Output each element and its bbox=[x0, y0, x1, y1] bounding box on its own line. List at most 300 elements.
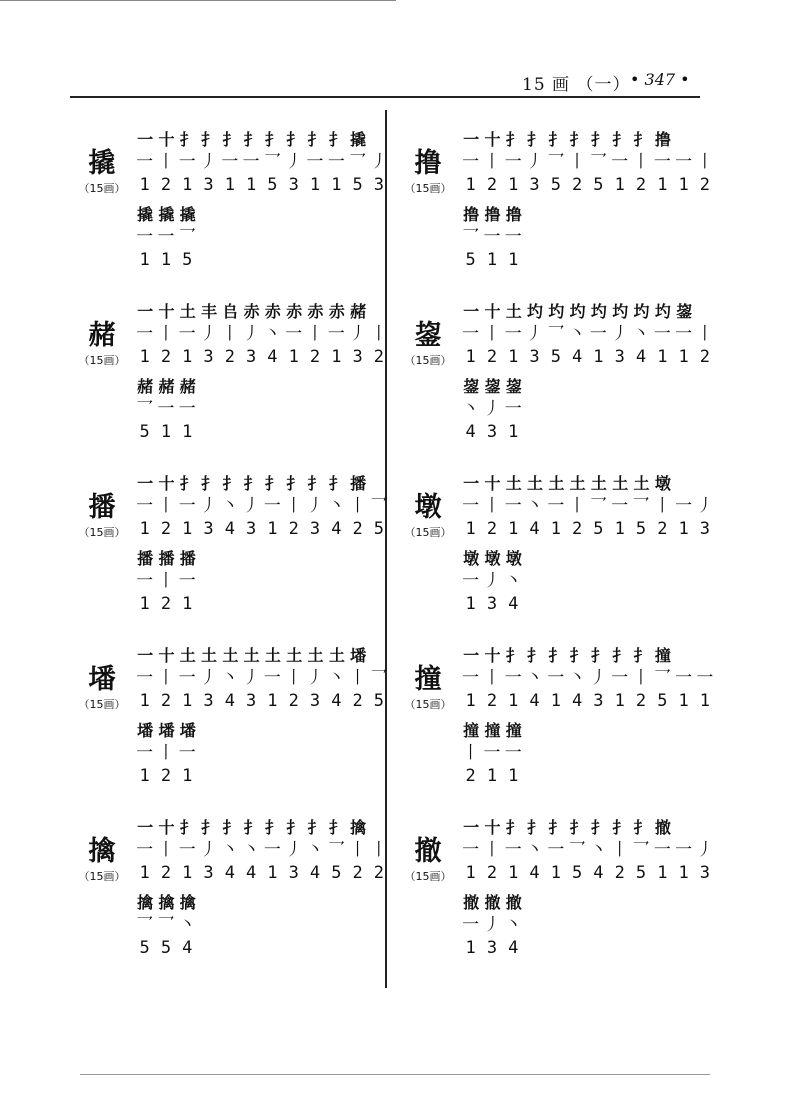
stroke-number: 3 bbox=[529, 347, 540, 367]
stroke-number: 2 bbox=[699, 347, 711, 367]
stroke-shape: 一 bbox=[306, 152, 324, 172]
stroke-number: 1 bbox=[224, 175, 235, 195]
partial-character: 扌 bbox=[612, 130, 628, 149]
stroke-number: 4 bbox=[224, 519, 235, 539]
stroke-shape-row bbox=[134, 667, 390, 690]
stroke-shape: 一 bbox=[178, 399, 196, 419]
partial-character: 扌 bbox=[243, 818, 259, 837]
stroke-number: 1 bbox=[508, 422, 519, 442]
partial-character: 擒 bbox=[158, 893, 174, 912]
stroke-order-sequence bbox=[134, 644, 390, 788]
stroke-shape: 丨 bbox=[483, 324, 501, 344]
stroke-shape: 丿 bbox=[483, 399, 501, 419]
stroke-number: 1 bbox=[331, 347, 342, 367]
stroke-number: 2 bbox=[635, 175, 647, 195]
stroke-shape: 一 bbox=[178, 152, 196, 172]
stroke-progression-row bbox=[460, 300, 716, 323]
stroke-shape: 丶 bbox=[242, 840, 260, 860]
entry-head bbox=[398, 664, 458, 712]
stroke-shape: 丶 bbox=[327, 668, 345, 688]
stroke-shape: 乛 bbox=[568, 840, 586, 860]
stroke-progression-row bbox=[460, 375, 716, 398]
partial-character: 扌 bbox=[527, 818, 543, 837]
stroke-number: 5 bbox=[160, 938, 172, 958]
stroke-progression-row bbox=[460, 547, 716, 570]
partial-character: 土 bbox=[505, 302, 521, 321]
stroke-number: 4 bbox=[529, 519, 540, 539]
stroke-shape: 一 bbox=[136, 743, 154, 763]
stroke-number: 4 bbox=[309, 863, 321, 883]
stroke-progression-row bbox=[460, 128, 716, 151]
partial-character: 赤 bbox=[286, 302, 302, 321]
stroke-number: 3 bbox=[203, 863, 214, 883]
stroke-number: 4 bbox=[508, 594, 519, 614]
stroke-number: 3 bbox=[246, 519, 257, 539]
entry-head bbox=[398, 148, 458, 196]
stroke-shape-row bbox=[460, 742, 716, 765]
stroke-number: 1 bbox=[678, 691, 689, 711]
character-entry bbox=[398, 472, 714, 642]
stroke-shape-row bbox=[134, 570, 390, 593]
stroke-number: 1 bbox=[160, 422, 172, 442]
partial-character: 十 bbox=[158, 818, 174, 837]
stroke-progression-row bbox=[460, 719, 716, 742]
partial-character: 撸 bbox=[484, 205, 500, 224]
character-entry bbox=[72, 644, 388, 814]
stroke-number: 1 bbox=[508, 691, 519, 711]
stroke-number: 1 bbox=[465, 519, 476, 539]
stroke-shape: 一 bbox=[504, 668, 522, 688]
stroke-number: 5 bbox=[550, 347, 561, 367]
partial-character: 土 bbox=[201, 646, 217, 665]
stroke-shape: 一 bbox=[462, 915, 480, 935]
stroke-number: 1 bbox=[160, 250, 172, 270]
stroke-number: 3 bbox=[309, 519, 321, 539]
partial-character: 墦 bbox=[158, 721, 174, 740]
stroke-shape: 一 bbox=[462, 324, 480, 344]
partial-character: 十 bbox=[158, 302, 174, 321]
stroke-shape: 一 bbox=[157, 227, 175, 247]
entry-head bbox=[72, 320, 132, 368]
headword-character: 赭 bbox=[88, 320, 116, 351]
stroke-shape: 丨 bbox=[632, 152, 650, 172]
stroke-number: 4 bbox=[182, 938, 193, 958]
stroke-shape: 一 bbox=[504, 399, 522, 419]
partial-character: 扌 bbox=[633, 646, 649, 665]
stroke-shape: 乛 bbox=[136, 399, 154, 419]
partial-character: 土 bbox=[505, 474, 521, 493]
stroke-number: 3 bbox=[699, 519, 711, 539]
partial-character: 扌 bbox=[222, 818, 238, 837]
entry-head bbox=[398, 320, 458, 368]
stroke-number: 3 bbox=[593, 691, 604, 711]
stroke-number: 1 bbox=[182, 594, 193, 614]
stroke-shape: 一 bbox=[462, 152, 480, 172]
partial-character: 擒 bbox=[350, 818, 366, 837]
partial-character: 土 bbox=[612, 474, 628, 493]
entry-head bbox=[398, 492, 458, 540]
headword-character: 鋆 bbox=[414, 320, 442, 351]
stroke-number: 1 bbox=[550, 863, 561, 883]
stroke-shape: 丶 bbox=[327, 496, 345, 516]
stroke-shape: 一 bbox=[178, 324, 196, 344]
stroke-shape: 一 bbox=[178, 496, 196, 516]
stroke-number: 1 bbox=[550, 691, 561, 711]
partial-character: 撸 bbox=[505, 205, 521, 224]
partial-character: 十 bbox=[158, 130, 174, 149]
partial-character: 扌 bbox=[286, 474, 302, 493]
stroke-shape: 丨 bbox=[653, 496, 671, 516]
partial-character: 十 bbox=[484, 130, 500, 149]
stroke-progression-row bbox=[134, 816, 390, 839]
stroke-shape-row bbox=[134, 226, 390, 249]
stroke-number: 1 bbox=[139, 250, 150, 270]
stroke-number: 2 bbox=[486, 691, 498, 711]
partial-character: 扌 bbox=[569, 818, 585, 837]
partial-character: 一 bbox=[463, 474, 479, 493]
stroke-shape: 一 bbox=[504, 227, 522, 247]
partial-character: 土 bbox=[222, 646, 238, 665]
partial-character: 扌 bbox=[286, 130, 302, 149]
stroke-shape: 一 bbox=[136, 324, 154, 344]
stroke-number: 3 bbox=[288, 175, 299, 195]
stroke-shape: 一 bbox=[611, 668, 629, 688]
stroke-number: 3 bbox=[203, 691, 214, 711]
stroke-number: 3 bbox=[203, 175, 214, 195]
stroke-shape: 丨 bbox=[568, 152, 586, 172]
stroke-shape: 一 bbox=[504, 496, 522, 516]
stroke-shape: 丶 bbox=[568, 324, 586, 344]
stroke-count-label: （15画） bbox=[78, 870, 126, 883]
stroke-shape: 丨 bbox=[157, 571, 175, 591]
stroke-shape: 一 bbox=[675, 152, 693, 172]
stroke-shape: 乛 bbox=[632, 496, 650, 516]
stroke-shape-row bbox=[460, 398, 716, 421]
partial-character: 扌 bbox=[505, 818, 521, 837]
stroke-shape: 丿 bbox=[242, 496, 260, 516]
stroke-number: 3 bbox=[529, 175, 540, 195]
partial-character: 扌 bbox=[264, 130, 280, 149]
partial-character: 撞 bbox=[484, 721, 500, 740]
partial-character: 撤 bbox=[463, 893, 479, 912]
stroke-shape: 一 bbox=[675, 668, 693, 688]
partial-character: 赤 bbox=[243, 302, 259, 321]
stroke-shape: 一 bbox=[242, 152, 260, 172]
headword-character: 播 bbox=[88, 492, 116, 523]
partial-character: 撞 bbox=[654, 646, 670, 665]
partial-character: 撞 bbox=[505, 721, 521, 740]
stroke-number-row bbox=[134, 421, 390, 444]
stroke-shape: 一 bbox=[263, 496, 281, 516]
entry-head bbox=[398, 836, 458, 884]
headword-character: 撸 bbox=[414, 148, 442, 179]
stroke-shape: 丶 bbox=[589, 840, 607, 860]
stroke-number-row bbox=[134, 862, 390, 885]
stroke-shape: 丿 bbox=[611, 324, 629, 344]
stroke-number: 1 bbox=[508, 766, 519, 786]
stroke-shape: 一 bbox=[178, 571, 196, 591]
stroke-number: 3 bbox=[288, 863, 299, 883]
stroke-number: 4 bbox=[508, 938, 519, 958]
stroke-shape: 丨 bbox=[611, 840, 629, 860]
stroke-number: 3 bbox=[203, 347, 214, 367]
stroke-shape: 一 bbox=[504, 152, 522, 172]
stroke-progression-row bbox=[460, 472, 716, 495]
stroke-shape: 乛 bbox=[157, 915, 175, 935]
stroke-shape: 丨 bbox=[632, 668, 650, 688]
headword-character: 墩 bbox=[414, 492, 442, 523]
partial-character: 圴 bbox=[633, 302, 649, 321]
stroke-shape: 一 bbox=[653, 152, 671, 172]
stroke-number: 3 bbox=[486, 938, 498, 958]
partial-character: 圴 bbox=[654, 302, 670, 321]
stroke-shape: 丨 bbox=[568, 496, 586, 516]
stroke-number: 1 bbox=[182, 863, 193, 883]
stroke-shape: 乛 bbox=[263, 152, 281, 172]
partial-character: 十 bbox=[484, 646, 500, 665]
stroke-number: 1 bbox=[593, 347, 604, 367]
stroke-number-row bbox=[460, 174, 716, 197]
character-entry bbox=[398, 300, 714, 470]
partial-character: 鋆 bbox=[463, 377, 479, 396]
stroke-number: 5 bbox=[373, 519, 385, 539]
stroke-progression-row bbox=[460, 644, 716, 667]
stroke-count-label: （15画） bbox=[404, 526, 452, 539]
stroke-number: 1 bbox=[288, 347, 299, 367]
stroke-number: 1 bbox=[139, 594, 150, 614]
partial-character: 土 bbox=[569, 474, 585, 493]
stroke-shape: 一 bbox=[136, 496, 154, 516]
stroke-number: 3 bbox=[246, 347, 257, 367]
stroke-shape: 一 bbox=[462, 496, 480, 516]
stroke-number: 5 bbox=[139, 422, 150, 442]
stroke-shape: 丿 bbox=[589, 668, 607, 688]
partial-character: 墩 bbox=[505, 549, 521, 568]
stroke-progression-row bbox=[134, 375, 390, 398]
partial-character: 擒 bbox=[137, 893, 153, 912]
stroke-shape: 一 bbox=[589, 324, 607, 344]
stroke-number: 3 bbox=[246, 691, 257, 711]
stroke-shape: 一 bbox=[675, 324, 693, 344]
partial-character: 播 bbox=[137, 549, 153, 568]
stroke-shape: 丿 bbox=[200, 840, 218, 860]
stroke-shape-row bbox=[134, 839, 390, 862]
stroke-count-label: （15画） bbox=[78, 354, 126, 367]
partial-character: 扌 bbox=[527, 646, 543, 665]
stroke-shape: 一 bbox=[263, 668, 281, 688]
partial-character: 扌 bbox=[527, 130, 543, 149]
stroke-shape: 一 bbox=[653, 324, 671, 344]
stroke-number: 1 bbox=[508, 519, 519, 539]
stroke-shape: 一 bbox=[696, 668, 714, 688]
stroke-shape: 乛 bbox=[349, 152, 367, 172]
stroke-number: 1 bbox=[465, 347, 476, 367]
partial-character: 墦 bbox=[179, 721, 195, 740]
stroke-shape: 一 bbox=[136, 227, 154, 247]
stroke-count-label: （15画） bbox=[404, 354, 452, 367]
stroke-number: 4 bbox=[593, 863, 604, 883]
stroke-shape-row bbox=[134, 914, 390, 937]
stroke-shape: 一 bbox=[653, 840, 671, 860]
partial-character: 十 bbox=[484, 302, 500, 321]
stroke-progression-row bbox=[134, 644, 390, 667]
stroke-number: 4 bbox=[267, 347, 278, 367]
partial-character: 土 bbox=[527, 474, 543, 493]
stroke-shape-row bbox=[460, 570, 716, 593]
partial-character: 一 bbox=[463, 646, 479, 665]
stroke-number: 2 bbox=[486, 863, 498, 883]
stroke-number: 2 bbox=[572, 519, 583, 539]
partial-character: 扌 bbox=[179, 130, 195, 149]
stroke-number: 1 bbox=[182, 691, 193, 711]
partial-character: 扌 bbox=[633, 130, 649, 149]
stroke-number: 2 bbox=[486, 175, 498, 195]
stroke-number: 1 bbox=[508, 863, 519, 883]
stroke-number: 1 bbox=[139, 863, 150, 883]
stroke-shape: 丶 bbox=[526, 840, 544, 860]
stroke-number: 1 bbox=[614, 691, 625, 711]
partial-character: 赭 bbox=[179, 377, 195, 396]
character-entry bbox=[398, 128, 714, 298]
stroke-number: 2 bbox=[160, 691, 172, 711]
stroke-shape: 丶 bbox=[632, 324, 650, 344]
partial-character: 扌 bbox=[569, 646, 585, 665]
stroke-number: 1 bbox=[486, 250, 498, 270]
stroke-number: 1 bbox=[657, 863, 668, 883]
stroke-number-row bbox=[460, 421, 716, 444]
partial-character: 圴 bbox=[590, 302, 606, 321]
stroke-number: 1 bbox=[139, 691, 150, 711]
stroke-number-row bbox=[460, 249, 716, 272]
partial-character: 墩 bbox=[484, 549, 500, 568]
stroke-shape: 丨 bbox=[157, 324, 175, 344]
stroke-shape: 一 bbox=[483, 743, 501, 763]
partial-character: 土 bbox=[286, 646, 302, 665]
stroke-shape-row bbox=[460, 839, 716, 862]
partial-character: 扌 bbox=[590, 130, 606, 149]
stroke-shape: 一 bbox=[178, 668, 196, 688]
partial-character: 扌 bbox=[201, 818, 217, 837]
stroke-shape: 丨 bbox=[696, 152, 714, 172]
stroke-shape: 丨 bbox=[157, 743, 175, 763]
stroke-shape: 丶 bbox=[504, 571, 522, 591]
partial-character: 扌 bbox=[505, 646, 521, 665]
stroke-shape: 丨 bbox=[306, 324, 324, 344]
stroke-number: 2 bbox=[465, 766, 476, 786]
partial-character: 扌 bbox=[590, 646, 606, 665]
partial-character: 扌 bbox=[222, 130, 238, 149]
stroke-number-row bbox=[460, 862, 716, 885]
partial-character: 扌 bbox=[243, 474, 259, 493]
stroke-shape: 乛 bbox=[327, 840, 345, 860]
stroke-number: 3 bbox=[699, 863, 711, 883]
stroke-shape: 丨 bbox=[483, 496, 501, 516]
stroke-number: 2 bbox=[288, 691, 299, 711]
stroke-number: 2 bbox=[657, 519, 668, 539]
partial-character: 墦 bbox=[137, 721, 153, 740]
stroke-number: 1 bbox=[267, 863, 278, 883]
stroke-count-label: （15画） bbox=[78, 698, 126, 711]
stroke-number-row bbox=[134, 346, 390, 369]
stroke-progression-row bbox=[134, 203, 390, 226]
stroke-number: 2 bbox=[352, 691, 363, 711]
partial-character: 鋆 bbox=[505, 377, 521, 396]
stroke-shape: 丿 bbox=[285, 152, 303, 172]
stroke-count-label: （15画） bbox=[78, 526, 126, 539]
partial-character: 扌 bbox=[548, 130, 564, 149]
stroke-number: 1 bbox=[486, 766, 498, 786]
stroke-number: 5 bbox=[657, 691, 668, 711]
stroke-shape: 一 bbox=[136, 668, 154, 688]
headword-character: 撤 bbox=[414, 836, 442, 867]
partial-character: 赭 bbox=[137, 377, 153, 396]
stroke-shape: 一 bbox=[675, 840, 693, 860]
stroke-shape-row bbox=[460, 495, 716, 518]
stroke-progression-row bbox=[134, 891, 390, 914]
partial-character: 扌 bbox=[328, 130, 344, 149]
stroke-shape: 丶 bbox=[568, 668, 586, 688]
stroke-shape: 丶 bbox=[221, 496, 239, 516]
stroke-number: 5 bbox=[593, 175, 604, 195]
partial-character: 赤 bbox=[328, 302, 344, 321]
headword-character: 撬 bbox=[88, 148, 116, 179]
headword-character: 撞 bbox=[414, 664, 442, 695]
stroke-number: 2 bbox=[373, 347, 385, 367]
stroke-number: 2 bbox=[486, 347, 498, 367]
page-number: • 347 • bbox=[630, 70, 690, 89]
stroke-shape: 一 bbox=[327, 324, 345, 344]
stroke-shape: 乛 bbox=[370, 496, 388, 516]
stroke-number: 1 bbox=[267, 519, 278, 539]
stroke-shape: 丿 bbox=[200, 324, 218, 344]
stroke-number: 3 bbox=[203, 519, 214, 539]
stroke-progression-row bbox=[134, 128, 390, 151]
partial-character: 扌 bbox=[590, 818, 606, 837]
partial-character: 扌 bbox=[633, 818, 649, 837]
partial-character: 鋆 bbox=[676, 302, 692, 321]
partial-character: 扌 bbox=[307, 130, 323, 149]
stroke-shape: 一 bbox=[611, 152, 629, 172]
stroke-number: 1 bbox=[678, 347, 689, 367]
partial-character: 土 bbox=[590, 474, 606, 493]
stroke-number-row bbox=[460, 765, 716, 788]
stroke-shape: 丨 bbox=[157, 840, 175, 860]
stroke-order-sequence bbox=[460, 472, 716, 616]
partial-character: 圴 bbox=[569, 302, 585, 321]
stroke-count-label: （15画） bbox=[404, 698, 452, 711]
character-entry bbox=[72, 472, 388, 642]
stroke-number-row bbox=[134, 518, 390, 541]
stroke-number: 1 bbox=[465, 938, 476, 958]
stroke-number: 1 bbox=[139, 175, 150, 195]
stroke-order-sequence bbox=[134, 300, 390, 444]
stroke-shape: 一 bbox=[263, 840, 281, 860]
partial-character: 一 bbox=[463, 302, 479, 321]
stroke-shape: 一 bbox=[504, 743, 522, 763]
stroke-number: 1 bbox=[182, 175, 193, 195]
character-entry bbox=[72, 300, 388, 470]
partial-character: 墦 bbox=[350, 646, 366, 665]
partial-character: 扌 bbox=[328, 818, 344, 837]
character-entry bbox=[398, 644, 714, 814]
stroke-number: 1 bbox=[182, 422, 193, 442]
stroke-number: 2 bbox=[224, 347, 235, 367]
stroke-shape: 乛 bbox=[136, 915, 154, 935]
stroke-shape: 丨 bbox=[157, 152, 175, 172]
stroke-number: 2 bbox=[160, 766, 172, 786]
stroke-progression-row bbox=[460, 891, 716, 914]
stroke-number-row bbox=[460, 937, 716, 960]
